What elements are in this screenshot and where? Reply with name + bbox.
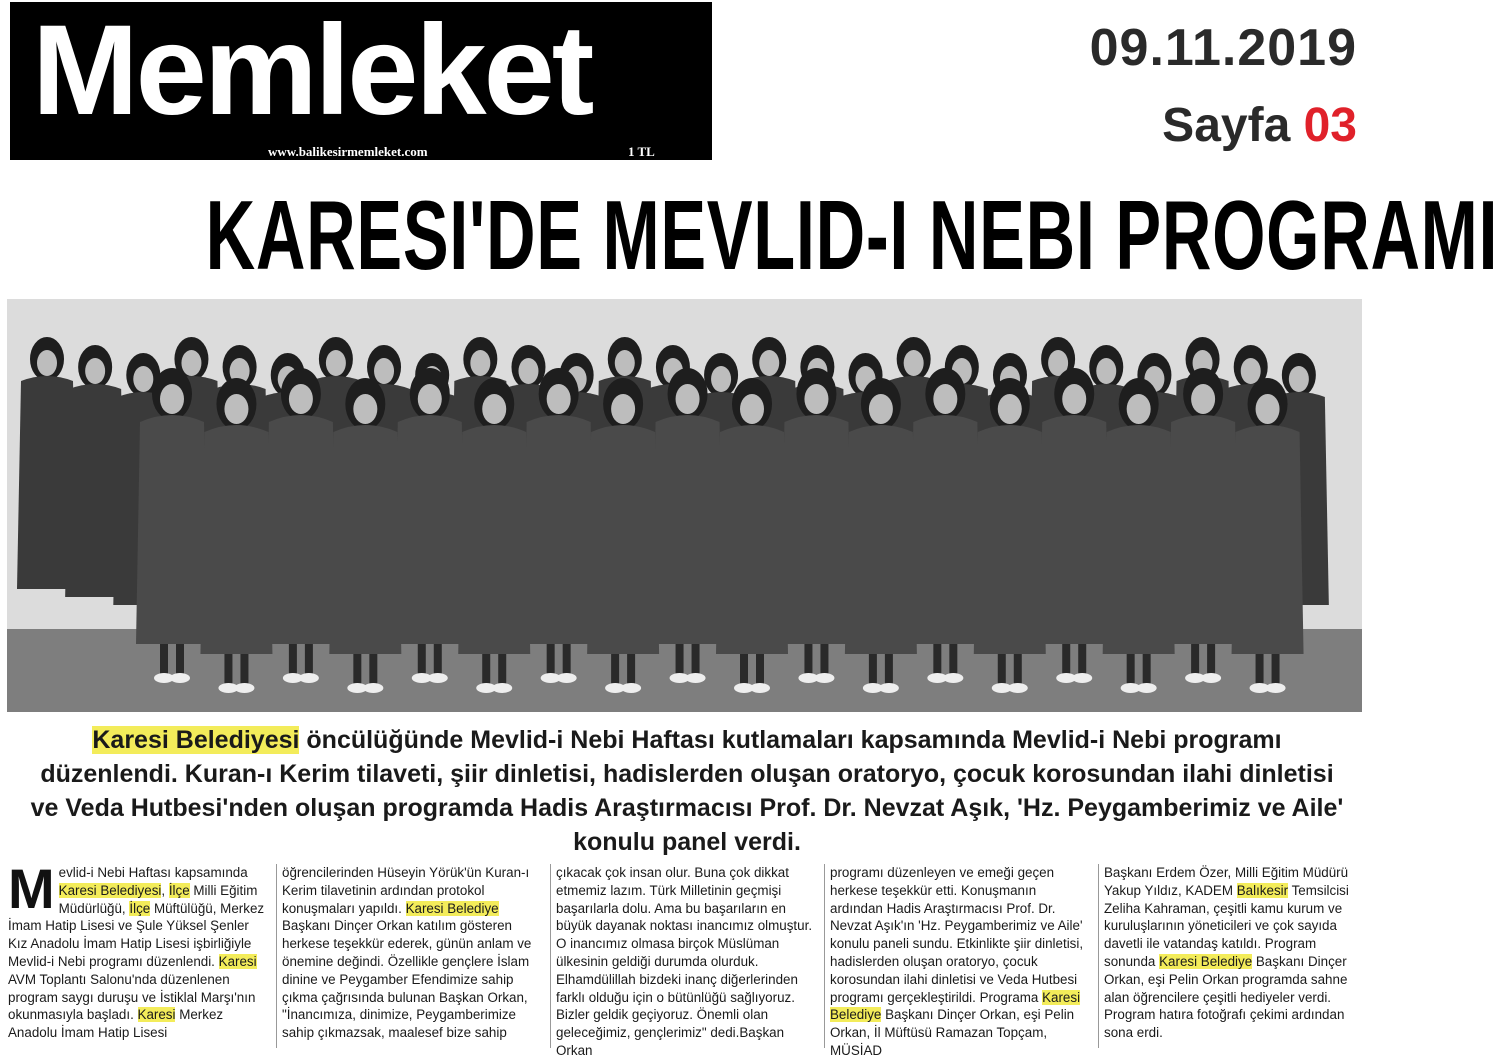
front-person-face (482, 394, 506, 424)
front-person-leg (804, 644, 812, 674)
headline: KARESI'DE MEVLID-I NEBI PROGRAMI (205, 180, 1498, 290)
front-person-face (804, 384, 828, 414)
front-person-leg (160, 644, 168, 674)
col1-text-5: AVM Toplantı Salonu'nda düzenlenen program saygı duruşu ve İstiklal Marşı'nın okunmasıyla başladı. (8, 971, 256, 1023)
back-person-face (470, 350, 490, 376)
col4-highlight-1: Karesi Belediye (830, 989, 1081, 1023)
front-person-body (716, 425, 788, 654)
front-person-leg (949, 644, 957, 674)
front-person-leg (1143, 654, 1151, 684)
front-person-shoe (170, 673, 190, 683)
col1-highlight-4: Karesi (218, 953, 257, 969)
front-person-leg (418, 644, 426, 674)
front-person-body (1038, 415, 1110, 644)
group-photo (7, 299, 1362, 712)
front-person-leg (224, 654, 232, 684)
front-person-leg (305, 644, 313, 674)
front-person-body (523, 415, 595, 644)
front-person-leg (676, 644, 684, 674)
front-person-face (353, 394, 377, 424)
front-person-leg (998, 654, 1006, 684)
front-person-face (547, 384, 571, 414)
front-person-shoe (879, 683, 899, 693)
back-person-face (615, 350, 635, 376)
front-person-shoe (1137, 683, 1157, 693)
article-column-3 (550, 864, 816, 1058)
lead-highlight: Karesi Belediyesi (92, 726, 300, 754)
front-person-body (780, 415, 852, 644)
col1-text-3: Milli Eğitim Müdürlüğü, (58, 882, 258, 916)
article-column-4 (824, 864, 1090, 1058)
col1-highlight-1: Karesi Belediyesi (58, 882, 162, 898)
back-person-face (37, 350, 57, 376)
front-person-body (652, 415, 724, 644)
article-column-2 (276, 864, 542, 1048)
front-person-leg (1256, 654, 1264, 684)
back-person-face (518, 358, 538, 384)
front-person-shoe (1072, 673, 1092, 683)
page-indicator (1162, 98, 1357, 153)
front-person-leg (1191, 644, 1199, 674)
col5-text-1: Başkanı Erdem Özer, Milli Eğitim Müdürü Yakup Yıldız, KADEM (1104, 865, 1349, 898)
col1-text-2: , (161, 882, 169, 898)
page-label: Sayfa (1162, 99, 1291, 152)
back-person-face (759, 350, 779, 376)
dropcap: M (8, 857, 55, 920)
lead-text: öncülüğünde Mevlid-i Nebi Haftası kutlamaları kapsamında Mevlid-i Nebi programı düzenlendi. Kuran-ı Kerim tilaveti, şiir dinletisi, hadislerden oluşan oratoryo, çocuk korosundan ilahi dinletisi ve Veda Hutbesi'nden oluşan programda Hadis Araştırmacısı Prof. Dr. Nevzat Aşık, 'Hz. Peygamberimiz ve Aile' konulu panel verdi. (30, 726, 1344, 856)
front-person-body (200, 425, 272, 654)
front-person-body (458, 425, 530, 654)
back-person-face (85, 358, 105, 384)
front-person-face (611, 394, 635, 424)
col2-text-1: öğrencilerinden Hüseyin Yörük'ün Kuran-ı Kerim tilavetinin ardından protokol konuşmaları yapıldı. (282, 865, 530, 916)
front-person-body (1167, 415, 1239, 644)
front-person-leg (498, 654, 506, 684)
front-person-shoe (234, 683, 254, 693)
front-person-body (136, 415, 208, 644)
front-person-face (998, 394, 1022, 424)
front-person-leg (756, 654, 764, 684)
back-person-face (326, 350, 346, 376)
front-person-body (974, 425, 1046, 654)
front-person-leg (933, 644, 941, 674)
back-person-face (1289, 366, 1309, 392)
front-person-face (160, 384, 184, 414)
front-person-leg (1062, 644, 1070, 674)
col3-text-1: çıkacak çok insan olur. Buna çok dikkat etmemiz lazım. Türk Milletinin geçmişi başarılarla dolu. Ama bu başarıların en büyük dayanak noktası inancımız olmuştur. O inancımız olmasa birçok Müslüman ülkesinin geldiği durumda olurduk. Elhamdülillah bizdeki inanç diğerlerinden farklı olduğu için o bütünlüğü sağlıyoruz. Bizler geldik geçiyoruz. Önemli olan geleceğimiz, gençlerimiz" dedi.Başkan Orkan (556, 865, 813, 1058)
front-person-leg (1014, 654, 1022, 684)
front-person-shoe (814, 673, 834, 683)
front-person-shoe (621, 683, 641, 693)
col5-highlight-1: Balıkesir (1236, 882, 1289, 898)
col1-highlight-5: Karesi (137, 1007, 176, 1023)
front-person-leg (289, 644, 297, 674)
front-person-leg (1127, 654, 1135, 684)
col2-highlight-1: Karesi Belediye (405, 900, 499, 916)
article-column-5 (1098, 864, 1364, 1048)
front-person-leg (611, 654, 619, 684)
front-person-leg (240, 654, 248, 684)
article-column-1 (8, 857, 268, 1048)
col1-text-1: evlid-i Nebi Haftası kapsamında (58, 865, 248, 880)
front-person-face (740, 394, 764, 424)
front-person-leg (369, 654, 377, 684)
front-person-body (845, 425, 917, 654)
back-person-face (374, 358, 394, 384)
col1-text-6: Merkez Anadolu İmam Hatip Lisesi (8, 1007, 224, 1041)
front-person-face (1256, 394, 1280, 424)
col4-text-1: programı düzenleyen ve emeği geçen herkese teşekkür etti. Konuşmanın ardından Hadis Araştırmacısı Prof. Dr. Nevzat Aşık'ın 'Hz. Peygamberimiz ve Aile' konulu paneli sundu. Etkinlikte şiir dinletisi, hadislerden oluşan oratoryo, çocuk korosundan ilahi dinletisi ve Veda Hutbesi programı gerçekleştirildi. Programa (830, 865, 1084, 1005)
front-person-shoe (299, 673, 319, 683)
back-person-face (1096, 358, 1116, 384)
front-person-leg (627, 654, 635, 684)
back-person-face (711, 366, 731, 392)
front-person-leg (353, 654, 361, 684)
front-person-leg (547, 644, 555, 674)
website-url: www.balikesirmemleket.com (268, 144, 428, 159)
back-person-face (904, 350, 924, 376)
front-person-leg (1272, 654, 1280, 684)
front-person-shoe (943, 673, 963, 683)
front-person-face (224, 394, 248, 424)
front-person-shoe (686, 673, 706, 683)
col5-highlight-2: Karesi Belediye (1159, 953, 1253, 969)
front-person-leg (740, 654, 748, 684)
lead-paragraph (28, 723, 1346, 859)
front-person-shoe (428, 673, 448, 683)
front-person-body (394, 415, 466, 644)
front-person-leg (1207, 644, 1215, 674)
col1-highlight-2: İlçe (168, 882, 190, 898)
front-person-leg (482, 654, 490, 684)
group-photo-illustration (7, 299, 1362, 712)
col1-highlight-3: İlçe (129, 900, 151, 916)
front-person-body (329, 425, 401, 654)
back-person-face (181, 350, 201, 376)
back-person-face (1241, 358, 1261, 384)
front-person-shoe (750, 683, 770, 693)
front-person-shoe (492, 683, 512, 693)
front-person-face (289, 384, 313, 414)
front-person-body (909, 415, 981, 644)
col5-text-3: Başkanı Dinçer Orkan, eşi Pelin Orkan programda sahne alan öğrencilere çeşitli hediyeler verdi. Program hatıra fotoğrafı çekimi ardından sona erdi. (1104, 953, 1348, 1041)
front-person-body (1103, 425, 1175, 654)
col4-text-2: Başkanı Dinçer Orkan, eşi Pelin Orkan, İl Müftüsü Ramazan Topçam, MÜSİAD (830, 1007, 1075, 1058)
front-person-leg (820, 644, 828, 674)
front-person-leg (434, 644, 442, 674)
newspaper-logo: Memleket (32, 0, 592, 142)
front-person-face (1062, 384, 1086, 414)
col5-text-2: Temsilcisi Zeliha Kahraman, çeşitli kamu kurum ve kuruluşlarının yöneticileri ve çok sayıda davetli ile vatandaş katıldı. Program sonunda (1104, 882, 1349, 969)
front-person-leg (1078, 644, 1086, 674)
front-person-face (869, 394, 893, 424)
front-person-body (265, 415, 337, 644)
front-person-face (933, 384, 957, 414)
front-person-leg (176, 644, 184, 674)
front-person-shoe (1266, 683, 1286, 693)
front-person-face (676, 384, 700, 414)
front-person-shoe (557, 673, 577, 683)
front-person-leg (563, 644, 571, 674)
article-body (8, 857, 1364, 1058)
front-person-leg (869, 654, 877, 684)
front-person-face (1127, 394, 1151, 424)
front-person-shoe (1008, 683, 1028, 693)
back-person-face (133, 366, 153, 392)
front-person-body (587, 425, 659, 654)
front-person-body (1232, 425, 1304, 654)
issue-date: 09.11.2019 (1089, 19, 1357, 77)
col2-text-2: Başkanı Dinçer Orkan katılım gösteren herkese teşekkür ederek, günün anlam ve önemine değindi. Özellikle gençlere İslam dinine ve Peygamber Efendimize sahip çıkma çağrısında bulunan Başkan Orkan, "İnancımıza, dinimize, Peygamberimize sahip çıkmazsak, maalesef bize sahip (282, 918, 532, 1041)
front-person-leg (692, 644, 700, 674)
front-person-leg (885, 654, 893, 684)
masthead (10, 2, 712, 160)
front-person-shoe (1201, 673, 1221, 683)
col1-text-4: Müftülüğü, Merkez İmam Hatip Lisesi ve Şule Yüksel Şenler Kız Anadolu İmam Hatip Lisesi işbirliğiyle Mevlid-i Nebi programı düzenlendi. (8, 900, 265, 969)
page-number: 03 (1303, 99, 1357, 152)
front-person-shoe (363, 683, 383, 693)
front-person-face (1191, 384, 1215, 414)
price: 1 TL (628, 144, 655, 159)
front-person-face (418, 384, 442, 414)
